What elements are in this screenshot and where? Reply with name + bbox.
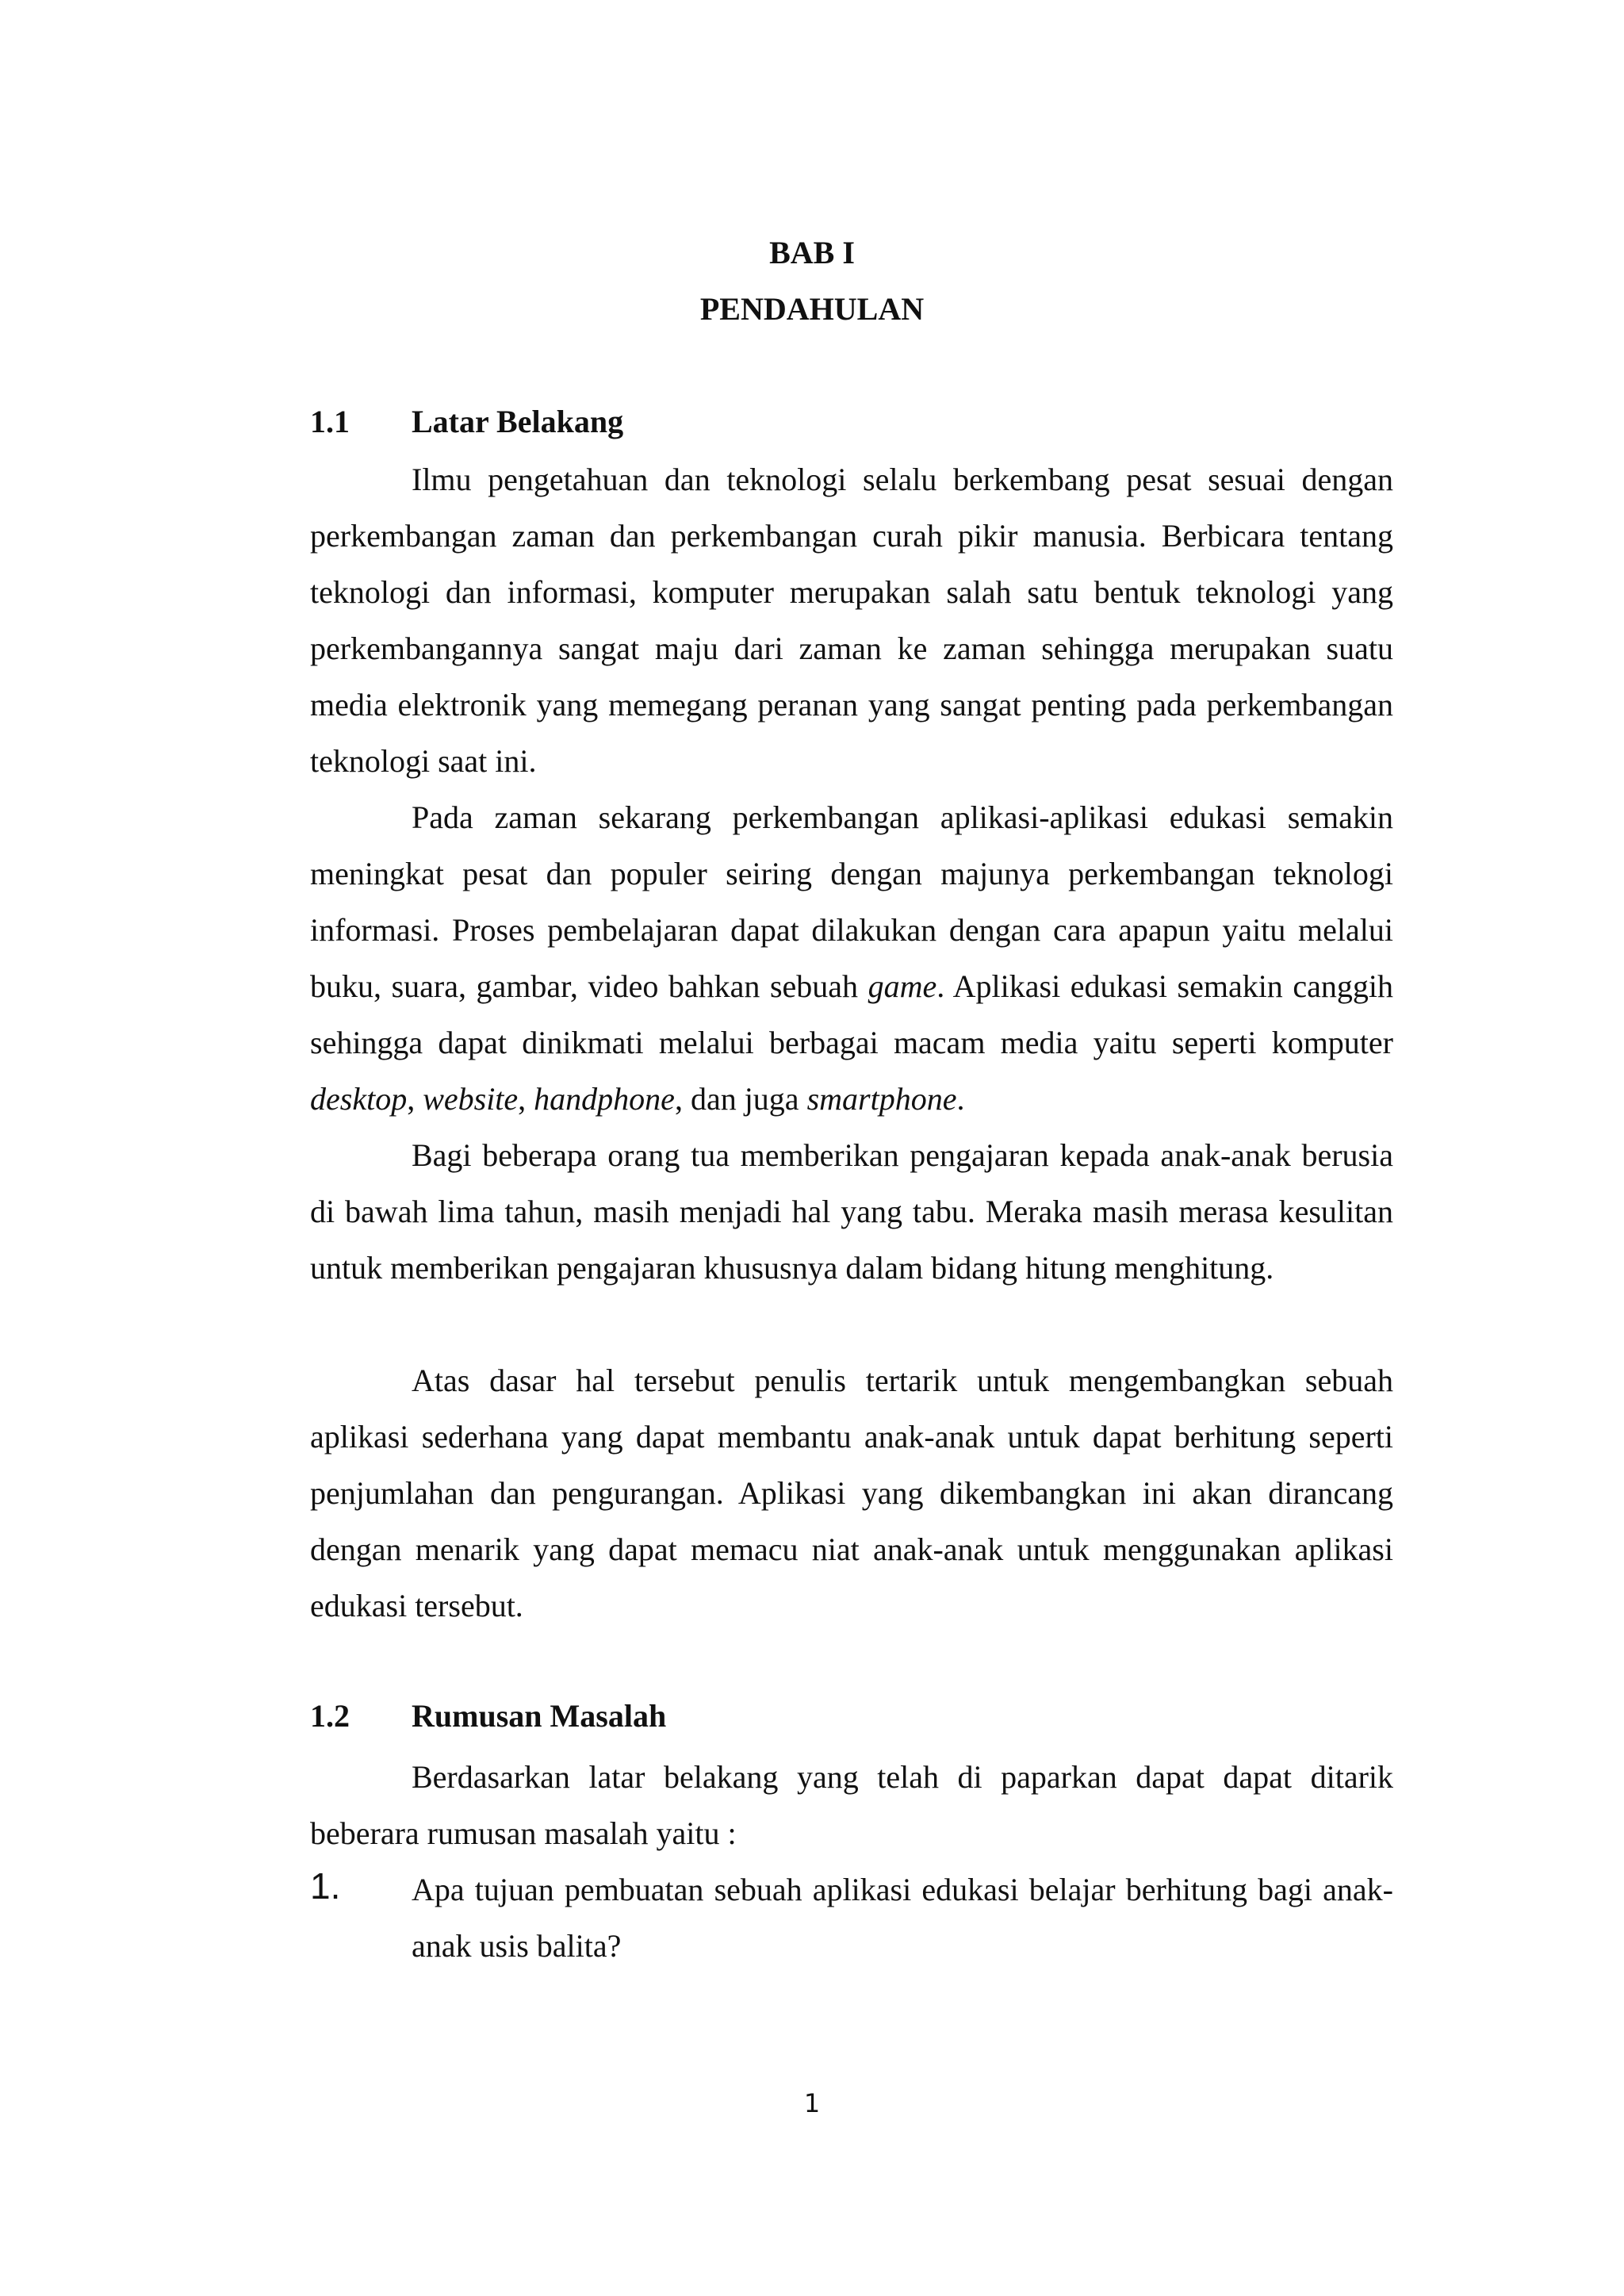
list-item [310,1861,1393,1974]
paragraph-text: . [956,1081,965,1117]
paragraph [310,789,1393,1127]
paragraph: Bagi beberapa orang tua memberikan pengajaran kepada anak-anak berusia di bawah lima tahun, masih menjadi hal yang tabu. Meraka masih merasa kesulitan untuk memberikan pengajaran khususnya dalam bidang hitung menghitung. [310,1137,1393,1286]
list-item-text: Apa tujuan pembuatan sebuah aplikasi edukasi belajar berhitung bagi anak-anak usis balita? [412,1872,1393,1964]
paragraph-text: , [407,1081,423,1117]
list-number: 1. [310,1865,341,1907]
chapter-title: PENDAHULAN [699,291,925,327]
paragraph-text: , [518,1081,534,1117]
page-number: 1 [803,2088,821,2118]
paragraph-text: , dan juga [674,1081,807,1117]
paragraph: Berdasarkan latar belakang yang telah di paparkan dapat dapat ditarik beberara rumusan masalah yaitu : [310,1759,1393,1851]
italic-term: handphone [534,1081,675,1117]
italic-term: desktop [310,1081,408,1117]
section-title: Latar Belakang [412,404,624,439]
section-number: 1.2 [310,1698,350,1734]
section-heading-rumusan-masalah [310,1697,666,1735]
italic-term: smartphone [806,1081,957,1117]
italic-term: website [423,1081,519,1117]
italic-term: game [868,968,937,1004]
section-number: 1.1 [310,404,350,439]
paragraph: Ilmu pengetahuan dan teknologi selalu berkembang pesat sesuai dengan perkembangan zaman dan perkembangan curah pikir manusia. Berbicara tentang teknologi dan informasi, komputer merupakan salah satu bentuk teknologi yang perkembangannya sangat maju dari zaman ke zaman sehingga merupakan suatu media elektronik yang memegang peranan yang sangat penting pada perkembangan teknologi saat ini. [310,462,1393,779]
section-title: Rumusan Masalah [412,1698,667,1734]
section-heading-latar-belakang [310,403,623,441]
paragraph-text: . Aplikasi edukasi semakin canggih sehingga dapat dinikmati melalui berbagai macam media yaitu seperti komputer [310,968,1394,1060]
paragraph: Atas dasar hal tersebut penulis tertarik untuk mengembangkan sebuah aplikasi sederhana yang dapat membantu anak-anak untuk dapat berhitung seperti penjumlahan dan pengurangan. Aplikasi yang dikembangkan ini akan dirancang dengan menarik yang dapat memacu niat anak-anak untuk menggunakan aplikasi edukasi tersebut. [310,1363,1393,1623]
chapter-label: BAB I [769,235,855,270]
paragraph-text: Pada zaman sekarang perkembangan aplikasi-aplikasi edukasi semakin meningkat pesat dan populer seiring dengan majunya perkembangan teknologi informasi. Proses pembelajaran dapat dilakukan dengan cara apapun yaitu melalui buku, suara, gambar, video bahkan sebuah [310,799,1393,1004]
